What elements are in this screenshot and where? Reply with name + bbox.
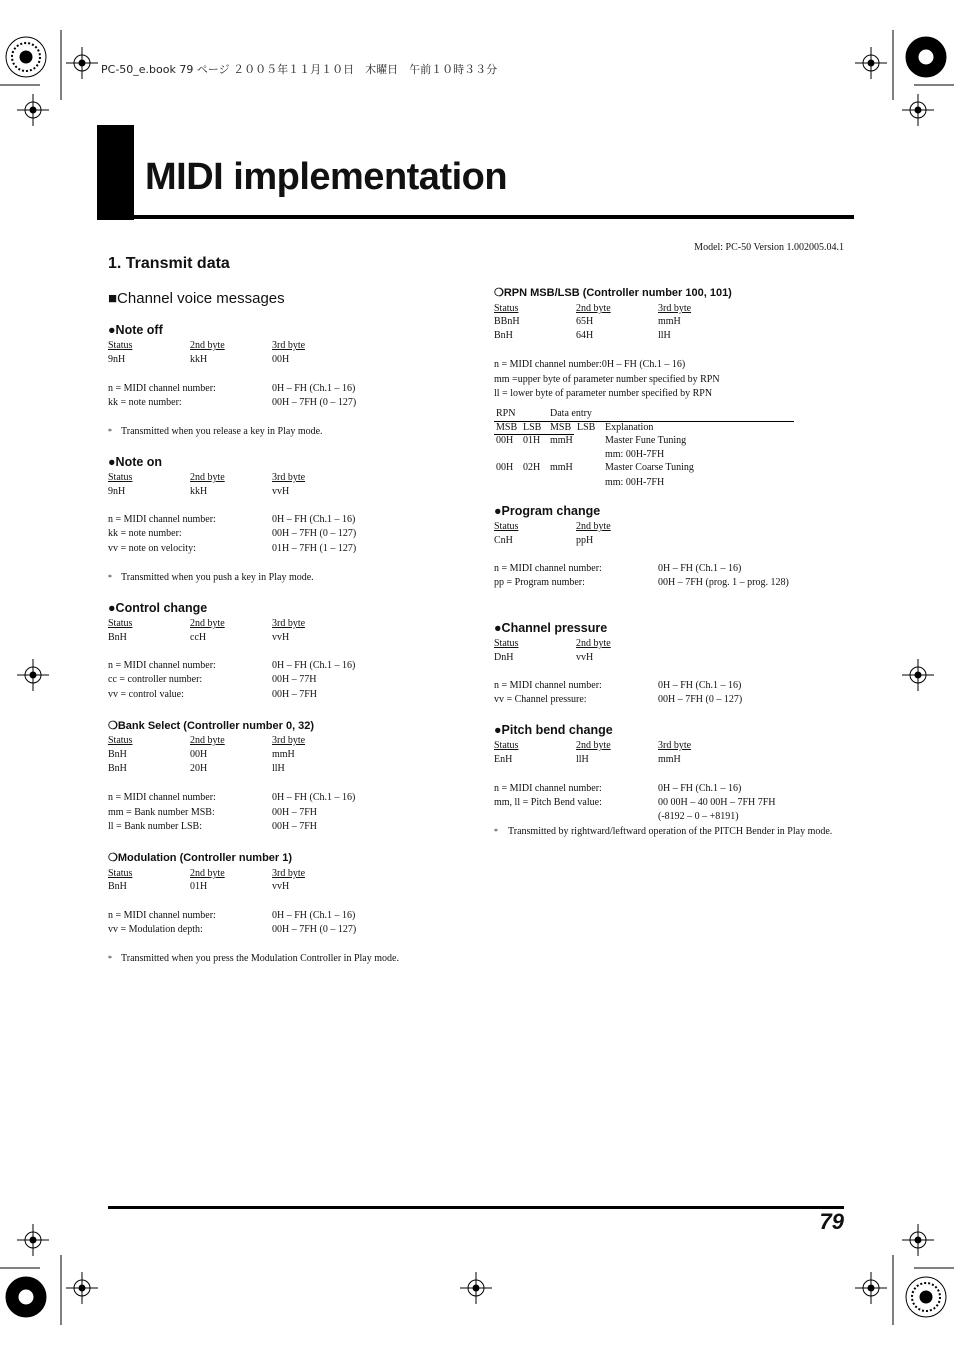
def-range: 0H – FH (Ch.1 – 16) xyxy=(658,783,742,794)
bank-byte3: mmH xyxy=(272,749,295,760)
note-on-status: 9nH xyxy=(108,486,126,497)
def-range: 00H – 7FH (0 – 127) xyxy=(658,694,743,705)
note-off-byte2: kkH xyxy=(190,354,208,365)
pb-byte2: llH xyxy=(576,754,589,765)
bank-status: BnH xyxy=(108,763,127,774)
def-range: 0H – FH (Ch.1 – 16) xyxy=(272,910,356,921)
rpn-byte2: 65H xyxy=(576,316,594,327)
def-range: 01H – 7FH (1 – 127) xyxy=(272,543,357,554)
def-range: 00H – 7FH (0 – 127) xyxy=(272,528,357,539)
def-term: vv = note on velocity: xyxy=(108,543,196,554)
mod-status: BnH xyxy=(108,881,127,892)
def-term: n = MIDI channel number: xyxy=(108,660,216,671)
def-term: kk = note number: xyxy=(108,397,182,408)
modulation-footnote: Transmitted when you press the Modulation Controller in Play mode. xyxy=(121,953,399,964)
status-col-label: Status xyxy=(494,303,519,314)
status-col-label: Status xyxy=(494,521,519,532)
def-range: 00H – 7FH xyxy=(272,689,318,700)
def-term: vv = Channel pressure: xyxy=(494,694,587,705)
rpn-heading: ❍RPN MSB/LSB (Controller number 100, 101) xyxy=(494,287,732,299)
rpn-def: mm =upper byte of parameter number specified by RPN xyxy=(494,374,720,385)
def-range: (-8192 – 0 – +8191) xyxy=(658,811,739,822)
channel-pressure-heading: ●Channel pressure xyxy=(494,621,608,635)
page-title: MIDI implementation xyxy=(145,156,508,198)
pc-byte2: ppH xyxy=(576,535,594,546)
rpn-table-msb-header: MSB xyxy=(496,422,518,433)
def-term: pp = Program number: xyxy=(494,577,585,588)
rpn-status: BnH xyxy=(494,330,513,341)
cc-byte2: ccH xyxy=(190,632,207,643)
def-range: 00H – 77H xyxy=(272,674,317,685)
third-byte-col-label: 3rd byte xyxy=(658,303,692,314)
rpn-status: BBnH xyxy=(494,316,520,327)
note-off-status: 9nH xyxy=(108,354,126,365)
file-info-header: PC-50_e.book 79 ページ ２００５年１１月１０日 木曜日 午前１０時３３分 xyxy=(101,63,498,76)
control-change-heading: ●Control change xyxy=(108,601,208,615)
rpn-table-rpn-header: RPN xyxy=(496,408,516,419)
def-range: 0H – FH (Ch.1 – 16) xyxy=(272,660,356,671)
bank-byte2: 00H xyxy=(190,749,208,760)
rpn-table-data-entry-header: Data entry xyxy=(550,408,592,419)
def-range: 0H – FH (Ch.1 – 16) xyxy=(658,563,742,574)
note-on-heading: ●Note on xyxy=(108,455,163,469)
note-off-footnote: Transmitted when you release a key in Play mode. xyxy=(121,426,323,437)
footnote-mark: * xyxy=(108,573,112,582)
third-byte-col-label: 3rd byte xyxy=(272,735,306,746)
footnote-mark: * xyxy=(494,827,498,836)
status-col-label: Status xyxy=(108,735,133,746)
second-byte-col-label: 2nd byte xyxy=(576,740,611,751)
rpn-byte2: 64H xyxy=(576,330,594,341)
bank-byte2: 20H xyxy=(190,763,208,774)
rpn-table-lsb-header: LSB xyxy=(523,422,542,433)
def-term: n = MIDI channel number: xyxy=(108,383,216,394)
note-on-byte3: vvH xyxy=(272,486,290,497)
cc-status: BnH xyxy=(108,632,127,643)
def-term: n = MIDI channel number: xyxy=(494,783,602,794)
third-byte-col-label: 3rd byte xyxy=(658,740,692,751)
modulation-heading: ❍Modulation (Controller number 1) xyxy=(108,852,293,864)
def-range: 00H – 7FH (0 – 127) xyxy=(272,924,357,935)
rpn-table-cell: mm: 00H-7FH xyxy=(605,477,665,488)
rpn-byte3: mmH xyxy=(658,316,681,327)
subsection-heading: ■Channel voice messages xyxy=(108,290,285,307)
def-range: 00H – 7FH (prog. 1 – prog. 128) xyxy=(658,577,789,588)
def-term: n = MIDI channel number: xyxy=(108,514,216,525)
rpn-byte3: llH xyxy=(658,330,671,341)
title-underline xyxy=(97,215,854,219)
rpn-table-cell: 02H xyxy=(523,462,541,473)
pitch-bend-heading: ●Pitch bend change xyxy=(494,723,613,737)
def-range: 00 00H – 40 00H – 7FH 7FH xyxy=(658,797,776,808)
footnote-mark: * xyxy=(108,954,112,963)
def-term: n = MIDI channel number: xyxy=(494,680,602,691)
def-term: mm, ll = Pitch Bend value: xyxy=(494,797,602,808)
second-byte-col-label: 2nd byte xyxy=(576,521,611,532)
def-term: n = MIDI channel number: xyxy=(108,792,216,803)
mod-byte3: vvH xyxy=(272,881,290,892)
bank-byte3: llH xyxy=(272,763,285,774)
rpn-table-cell: 00H xyxy=(496,462,514,473)
def-term: n = MIDI channel number: xyxy=(108,910,216,921)
def-range: 00H – 7FH xyxy=(272,807,318,818)
third-byte-col-label: 3rd byte xyxy=(272,472,306,483)
def-range: 00H – 7FH xyxy=(272,821,318,832)
second-byte-col-label: 2nd byte xyxy=(576,303,611,314)
rpn-table-cell: 01H xyxy=(523,435,541,446)
program-change-heading: ●Program change xyxy=(494,504,601,518)
rpn-table-cell: mmH xyxy=(550,462,573,473)
model-version: Model: PC-50 Version 1.002005.04.1 xyxy=(694,242,844,253)
pb-status: EnH xyxy=(494,754,513,765)
note-on-byte2: kkH xyxy=(190,486,208,497)
rpn-def: n = MIDI channel number:0H – FH (Ch.1 – 16) xyxy=(494,359,686,370)
page-number: 79 xyxy=(819,1209,844,1234)
bank-select-heading: ❍Bank Select (Controller number 0, 32) xyxy=(108,720,315,732)
def-term: n = MIDI channel number: xyxy=(494,563,602,574)
second-byte-col-label: 2nd byte xyxy=(190,735,225,746)
def-range: 0H – FH (Ch.1 – 16) xyxy=(272,792,356,803)
footer-rule xyxy=(108,1206,844,1209)
mod-byte2: 01H xyxy=(190,881,208,892)
rpn-table-explanation-header: Explanation xyxy=(605,422,654,433)
bank-status: BnH xyxy=(108,749,127,760)
third-byte-col-label: 3rd byte xyxy=(272,340,306,351)
status-col-label: Status xyxy=(108,472,133,483)
status-col-label: Status xyxy=(494,638,519,649)
note-off-heading: ●Note off xyxy=(108,323,163,337)
pb-byte3: mmH xyxy=(658,754,681,765)
def-range: 0H – FH (Ch.1 – 16) xyxy=(658,680,742,691)
cp-status: DnH xyxy=(494,652,514,663)
rpn-table-cell: mm: 00H-7FH xyxy=(605,449,665,460)
def-term: vv = control value: xyxy=(108,689,184,700)
note-on-footnote: Transmitted when you push a key in Play mode. xyxy=(121,572,314,583)
rpn-table-cell: mmH xyxy=(550,435,573,446)
second-byte-col-label: 2nd byte xyxy=(190,868,225,879)
status-col-label: Status xyxy=(108,340,133,351)
rpn-def: ll = lower byte of parameter number specified by RPN xyxy=(494,388,713,399)
rpn-table-msb-header: MSB xyxy=(550,422,572,433)
third-byte-col-label: 3rd byte xyxy=(272,868,306,879)
rpn-table-cell: Master Fune Tuning xyxy=(605,435,687,446)
cp-byte2: vvH xyxy=(576,652,594,663)
second-byte-col-label: 2nd byte xyxy=(576,638,611,649)
section-heading: 1. Transmit data xyxy=(108,255,230,272)
pitch-bend-footnote: Transmitted by rightward/leftward operation of the PITCH Bender in Play mode. xyxy=(508,826,833,837)
def-term: kk = note number: xyxy=(108,528,182,539)
second-byte-col-label: 2nd byte xyxy=(190,472,225,483)
rpn-table-cell: Master Coarse Tuning xyxy=(605,462,694,473)
cc-byte3: vvH xyxy=(272,632,290,643)
def-range: 00H – 7FH (0 – 127) xyxy=(272,397,357,408)
status-col-label: Status xyxy=(108,868,133,879)
title-black-block xyxy=(97,125,134,220)
second-byte-col-label: 2nd byte xyxy=(190,618,225,629)
def-term: cc = controller number: xyxy=(108,674,203,685)
footnote-mark: * xyxy=(108,427,112,436)
def-range: 0H – FH (Ch.1 – 16) xyxy=(272,383,356,394)
def-term: ll = Bank number LSB: xyxy=(108,821,202,832)
def-term: mm = Bank number MSB: xyxy=(108,807,215,818)
def-term: vv = Modulation depth: xyxy=(108,924,203,935)
second-byte-col-label: 2nd byte xyxy=(190,340,225,351)
status-col-label: Status xyxy=(108,618,133,629)
pc-status: CnH xyxy=(494,535,513,546)
rpn-table-lsb-header: LSB xyxy=(577,422,596,433)
note-off-byte3: 00H xyxy=(272,354,290,365)
rpn-table-cell: 00H xyxy=(496,435,514,446)
third-byte-col-label: 3rd byte xyxy=(272,618,306,629)
def-range: 0H – FH (Ch.1 – 16) xyxy=(272,514,356,525)
status-col-label: Status xyxy=(494,740,519,751)
